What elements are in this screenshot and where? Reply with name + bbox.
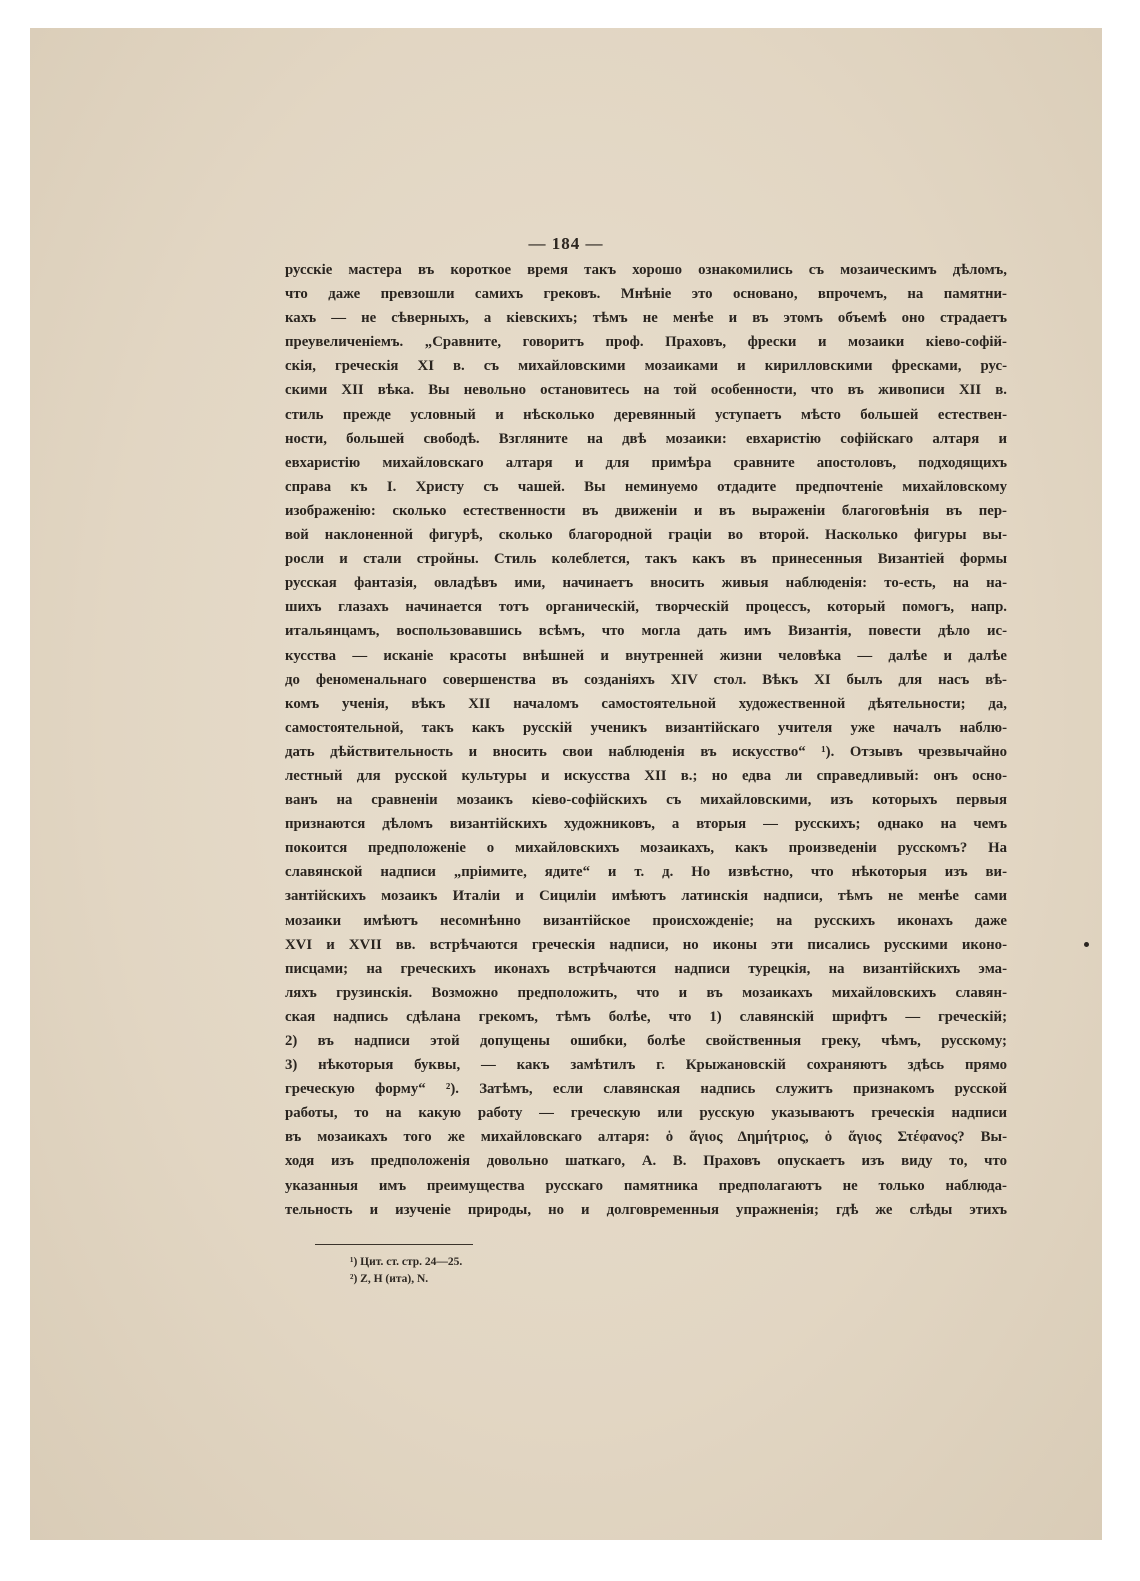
text-line: кусства — исканіе красоты внѣшней и внутренней жизни человѣка — далѣе и далѣе <box>285 647 1007 664</box>
text-line: работы, то на какую работу — греческую или русскую указываютъ греческія надписи <box>285 1105 1007 1122</box>
text-line: вой наклоненной фигурѣ, сколько благородной граціи во второй. Насколько фигуры вы- <box>285 527 1007 544</box>
text-line: писцами; на греческихъ иконахъ встрѣчаются надписи турецкія, на византійскихъ эма- <box>285 960 1007 977</box>
text-line: скими XII вѣка. Вы невольно остановитесь на той особенности, что въ живописи XII в. <box>285 382 1007 399</box>
text-line: лестный для русской культуры и искусства XII в.; но едва ли справедливый: онъ осно- <box>285 767 1007 784</box>
text-line: самостоятельной, такъ какъ русскій ученикъ византійскаго учителя уже началъ наблю- <box>285 719 1007 736</box>
text-line: изображенію: сколько естественности въ движеніи и въ выраженіи благоговѣнія въ пер- <box>285 502 1007 519</box>
text-line: росли и стали стройны. Стиль колеблется, такъ какъ въ принесенныя Византіей формы <box>285 551 1007 568</box>
text-line: итальянцамъ, воспользовавшись всѣмъ, что могла дать имъ Византія, повести дѣло ис- <box>285 623 1007 640</box>
text-line: ности, большей свободѣ. Взгляните на двѣ мозаики: евхаристію софійскаго алтаря и <box>285 430 1007 447</box>
text-line: до феноменальнаго совершенства въ созданіяхъ XIV стол. Вѣкъ XI былъ для насъ вѣ- <box>285 671 1007 688</box>
text-line: ходя изъ предположенія довольно шаткаго, А. В. Праховъ опускаетъ изъ виду то, что <box>285 1153 1007 1170</box>
text-line: стиль прежде условный и нѣсколько деревянный уступаетъ мѣсто большей естествен- <box>285 406 1007 423</box>
text-line: греческую форму“ ²). Затѣмъ, если славянская надпись служитъ признакомъ русской <box>285 1081 1007 1098</box>
text-line: кахъ — не сѣверныхъ, а кіевскихъ; тѣмъ не менѣе и въ этомъ объемѣ оно страдаетъ <box>285 310 1007 327</box>
scanned-page <box>30 28 1102 1540</box>
text-line: тельность и изученіе природы, но и долговременныя упражненія; гдѣ же слѣды этихъ <box>285 1201 1007 1218</box>
footnote: ²) Z, H (ита), N. <box>350 1273 429 1285</box>
text-line: мозаики имѣютъ несомнѣнно византійское происхожденіе; на русскихъ иконахъ даже <box>285 912 1007 929</box>
page-number: — 184 — <box>528 234 604 253</box>
text-line: зантійскихъ мозаикъ Италіи и Сициліи имѣютъ латинскія надписи, тѣмъ не менѣе сами <box>285 888 1007 905</box>
text-line: русскіе мастера въ короткое время такъ хорошо ознакомились съ мозаическимъ дѣломъ, <box>285 262 1007 278</box>
text-line: славянской надписи „пріимите, ядите“ и т. д. Но извѣстно, что нѣкоторыя изъ ви- <box>285 864 1007 881</box>
text-line: покоится предположеніе о михайловскихъ мозаикахъ, какъ произведеніи русскомъ? На <box>285 840 1007 857</box>
footnote-separator <box>315 1244 473 1245</box>
text-line: указанныя имъ преимущества русскаго памятника предполагаютъ не только наблюда- <box>285 1177 1007 1194</box>
text-line: дать дѣйствительность и вносить свои наблюденія въ искусство“ ¹). Отзывъ чрезвычайно <box>285 743 1007 760</box>
text-line: шихъ глазахъ начинается тотъ органическій, творческій процессъ, который помогъ, напр. <box>285 599 1007 616</box>
text-line: комъ ученія, вѣкъ XII началомъ самостоятельной художественной дѣятельности; да, <box>285 695 1007 712</box>
text-line: ляхъ грузинскія. Возможно предположить, что и въ мозаикахъ михайловскихъ славян- <box>285 984 1007 1001</box>
text-line: русская фантазія, овладѣвъ ими, начинаетъ вносить живыя наблюденія: то-есть, на на- <box>285 575 1007 592</box>
text-line: XVI и XVII вв. встрѣчаются греческія надписи, но иконы эти писались русскими иконо- <box>285 936 1007 953</box>
text-line: что даже превзошли самихъ грековъ. Мнѣніе это основано, впрочемъ, на памятни- <box>285 286 1007 303</box>
text-line: въ мозаикахъ того же михайловскаго алтаря: ὁ ἅγιος Δημήτριος, ὁ ἅγιος Στέφανος? Вы- <box>285 1129 1007 1146</box>
ink-speck <box>1084 942 1089 947</box>
footnote: ¹) Цит. ст. стр. 24—25. <box>350 1256 463 1268</box>
text-line: справа къ I. Христу съ чашей. Вы неминуемо отдадите предпочтеніе михайловскому <box>285 478 1007 495</box>
text-line: ванъ на сравненіи мозаикъ кіево-софійскихъ съ михайловскими, изъ которыхъ первыя <box>285 792 1007 809</box>
text-line: 3) нѣкоторыя буквы, — какъ замѣтилъ г. Крыжановскій сохраняютъ здѣсь прямо <box>285 1057 1007 1074</box>
text-line: ская надпись сдѣлана грекомъ, тѣмъ болѣе, что 1) славянскій шрифтъ — греческій; <box>285 1008 1007 1025</box>
text-line: скія, греческія XI в. съ михайловскими мозаиками и кирилловскими фресками, рус- <box>285 358 1007 375</box>
body-text <box>285 258 1007 1222</box>
footnotes <box>350 1254 750 1288</box>
text-line: преувеличеніемъ. „Сравните, говоритъ проф. Праховъ, фрески и мозаики кіево-софій- <box>285 334 1007 351</box>
text-line: признаются дѣломъ византійскихъ художниковъ, а вторыя — русскихъ; однако на чемъ <box>285 816 1007 833</box>
text-line: 2) въ надписи этой допущены ошибки, болѣе свойственныя греку, чѣмъ, русскому; <box>285 1033 1007 1049</box>
text-line: евхаристію михайловскаго алтаря и для примѣра сравните апостоловъ, подходящихъ <box>285 454 1007 471</box>
